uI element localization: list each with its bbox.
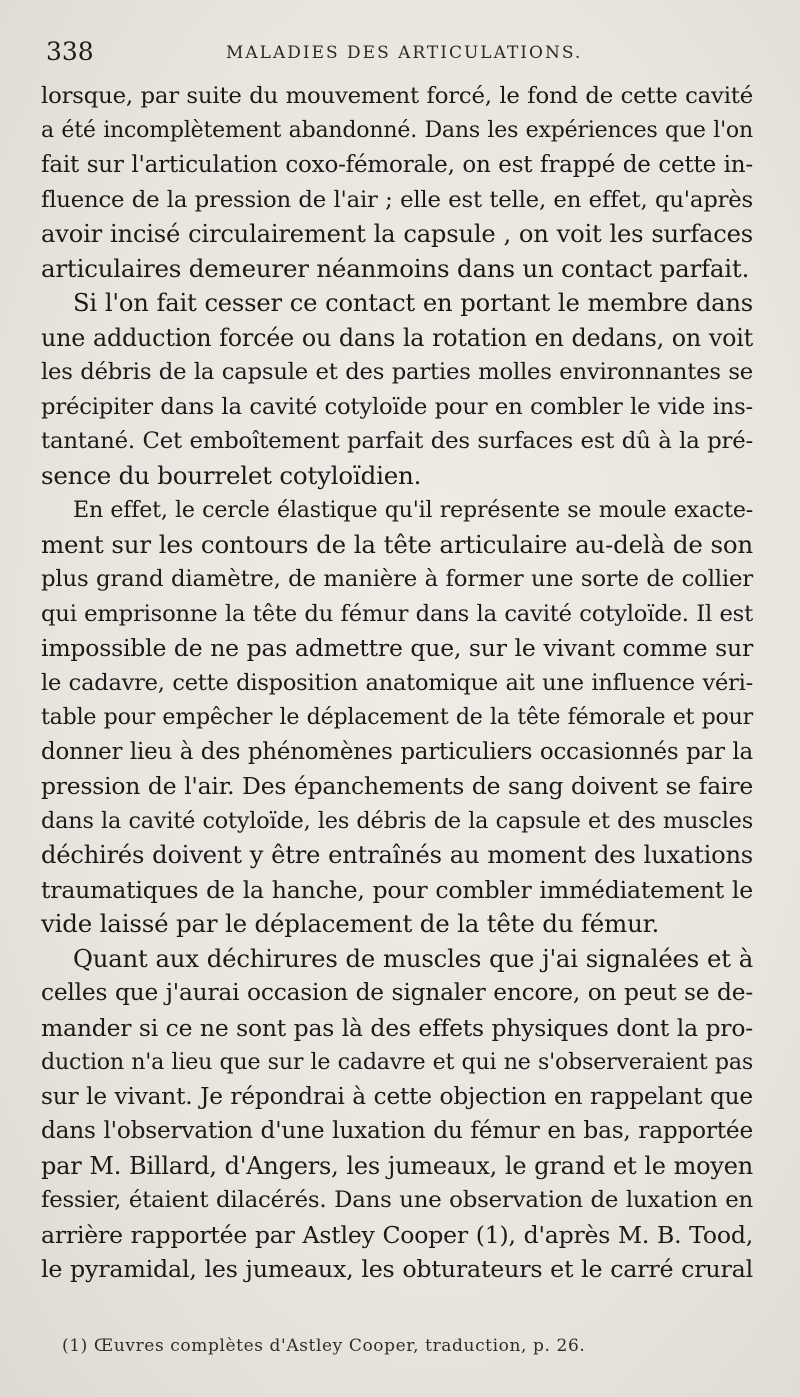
page-number: 338 <box>46 37 94 66</box>
text-line: par M. Billard, d'Angers, les jumeaux, le grand et le moyen <box>41 1151 753 1180</box>
text-line: une adduction forcée ou dans la rotation en dedans, on voit <box>41 323 753 352</box>
footnote: (1) Œuvres complètes d'Astley Cooper, traduction, p. 26. <box>62 1336 586 1356</box>
text-line: mander si ce ne sont pas là des effets physiques dont la pro- <box>41 1013 753 1042</box>
text-line: arrière rapportée par Astley Cooper (1), d'après M. B. Tood, <box>41 1220 753 1249</box>
text-line: pression de l'air. Des épanchements de sang doivent se faire <box>41 772 753 800</box>
text-line: a été incomplètement abandonné. Dans les expériences que l'on <box>41 117 753 143</box>
text-line: dans la cavité cotyloïde, les débris de la capsule et des muscles <box>41 807 753 834</box>
text-line: plus grand diamètre, de manière à former une sorte de collier <box>41 566 753 592</box>
text-line: celles que j'aurai occasion de signaler encore, on peut se de- <box>41 979 753 1006</box>
text-line: qui emprisonne la tête du fémur dans la cavité cotyloïde. Il est <box>41 600 753 627</box>
text-line: duction n'a lieu que sur le cadavre et qui ne s'observeraient pas <box>41 1049 753 1075</box>
text-line: déchirés doivent y être entraînés au moment des luxations <box>41 841 753 869</box>
text-line: impossible de ne pas admettre que, sur le vivant comme sur <box>41 634 753 662</box>
text-line: fluence de la pression de l'air ; elle est telle, en effet, qu'après <box>41 186 753 213</box>
text-line: fait sur l'articulation coxo-fémorale, on est frappé de cette in- <box>41 152 753 178</box>
text-line: lorsque, par suite du mouvement forcé, le fond de cette cavité <box>41 83 753 109</box>
text-line: ment sur les contours de la tête articulaire au-delà de son <box>41 529 753 559</box>
text-line: avoir incisé circulairement la capsule , on voit les surfaces <box>41 220 753 248</box>
text-line: sur le vivant. Je répondrai à cette objection en rappelant que <box>41 1082 753 1110</box>
text-line: table pour empêcher le déplacement de la tête fémorale et pour <box>41 704 753 730</box>
text-line: le pyramidal, les jumeaux, les obturateurs et le carré crural <box>41 1255 753 1283</box>
text-line: précipiter dans la cavité cotyloïde pour en combler le vide ins- <box>41 393 753 420</box>
text-line: Si l'on fait cesser ce contact en portant le membre dans <box>73 289 753 317</box>
text-line: vide laissé par le déplacement de la tête du fémur. <box>41 909 660 938</box>
page-header <box>46 36 766 68</box>
body-text <box>41 79 753 1287</box>
text-line: fessier, étaient dilacérés. Dans une observation de luxation en <box>41 1187 753 1213</box>
text-line: traumatiques de la hanche, pour combler immédiatement le <box>41 875 753 904</box>
text-line: tantané. Cet emboîtement parfait des surfaces est dû à la pré- <box>41 428 753 454</box>
text-line: articulaires demeurer néanmoins dans un contact parfait. <box>41 253 750 283</box>
text-line: En effet, le cercle élastique qu'il représente se moule exacte- <box>73 497 753 523</box>
running-title: MALADIES DES ARTICULATIONS. <box>226 43 583 63</box>
text-line: dans l'observation d'une luxation du fémur en bas, rapportée <box>41 1117 753 1144</box>
text-line: sence du bourrelet cotyloïdien. <box>41 460 422 490</box>
text-line: le cadavre, cette disposition anatomique ait une influence véri- <box>41 669 753 696</box>
text-line: donner lieu à des phénomènes particuliers occasionnés par la <box>41 738 753 765</box>
text-line: les débris de la capsule et des parties molles environnantes se <box>41 359 753 385</box>
text-line: Quant aux déchirures de muscles que j'ai signalées et à <box>73 943 753 973</box>
